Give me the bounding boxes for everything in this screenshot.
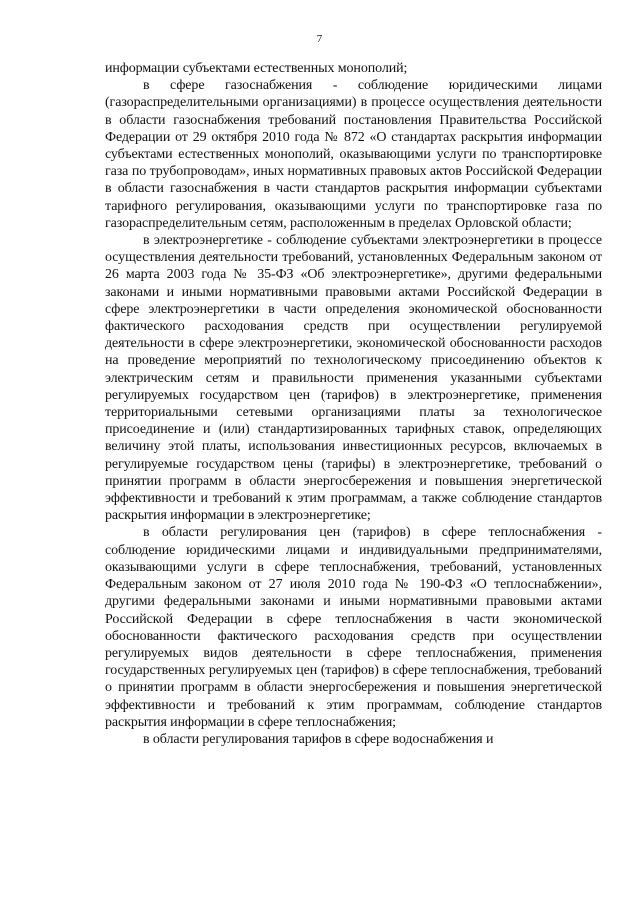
paragraph-gas-supply: в сфере газоснабжения - соблюдение юридическими лицами (газораспределительными организациями) в процессе осуществления деятельности в области газоснабжения требований постановления Правительства Российской Федерации от 29 октября 2010 года № 872 «О стандартах раскрытия информации субъектами естественных монополий, оказывающими услуги по транспортировке газа по трубопроводам», иных нормативных правовых актов Российской Федерации в области газоснабжения в части стандартов раскрытия информации субъектами тарифного регулирования, оказывающими услуги по транспортировке газа по газораспределительным сетям, расположенным в пределах Орловской области; (105, 78, 602, 231)
document-body (105, 60, 602, 748)
paragraph-heat-supply: в области регулирования цен (тарифов) в сфере теплоснабжения - соблюдение юридическими лицами и индивидуальными предпринимателями, оказывающими услуги в сфере теплоснабжения, требований, установленных Федеральным законом от 27 июля 2010 года № 190-ФЗ «О теплоснабжении», другими федеральными законами и иными нормативными правовыми актами Российской Федерации в сфере теплоснабжения в части экономической обоснованности фактического расходования средств при осуществлении регулируемых видов деятельности в сфере теплоснабжения, применения государственных регулируемых цен (тарифов) в сфере теплоснабжения, требований о принятии программ в области энергосбережения и повышения энергетической эффективности и требований к этим программам, соблюдение стандартов раскрытия информации в сфере теплоснабжения; (105, 525, 602, 730)
paragraph-electric-power: в электроэнергетике - соблюдение субъектами электроэнергетики в процессе осуществления деятельности требований, установленных Федеральным законом от 26 марта 2003 года № 35-ФЗ «Об электроэнергетике», другими федеральными законами и иными нормативными правовыми актами Российской Федерации в сфере электроэнергетики в части определения экономической обоснованности фактического расходования средств при осуществлении регулируемой деятельности в сфере электроэнергетики, экономической обоснованности расходов на проведение мероприятий по технологическому присоединению объектов к электрическим сетям и правильности применения указанными субъектами регулируемых государством цен (тарифов) в электроэнергетике, применения территориальными сетевыми организациями платы за технологическое присоединение и (или) стандартизированных тарифных ставок, определяющих величину этой платы, использования инвестиционных ресурсов, включаемых в регулируемые государством цены (тарифы) в электроэнергетике, требований о принятии программ в области энергосбережения и повышения энергетической эффективности и требований к этим программам, а также соблюдение стандартов раскрытия информации в электроэнергетике; (105, 233, 602, 524)
page-number: 7 (316, 33, 323, 45)
paragraph-continuation: информации субъектами естественных монополий; (105, 61, 408, 76)
paragraph-water-supply: в области регулирования тарифов в сфере водоснабжения и (143, 731, 494, 747)
